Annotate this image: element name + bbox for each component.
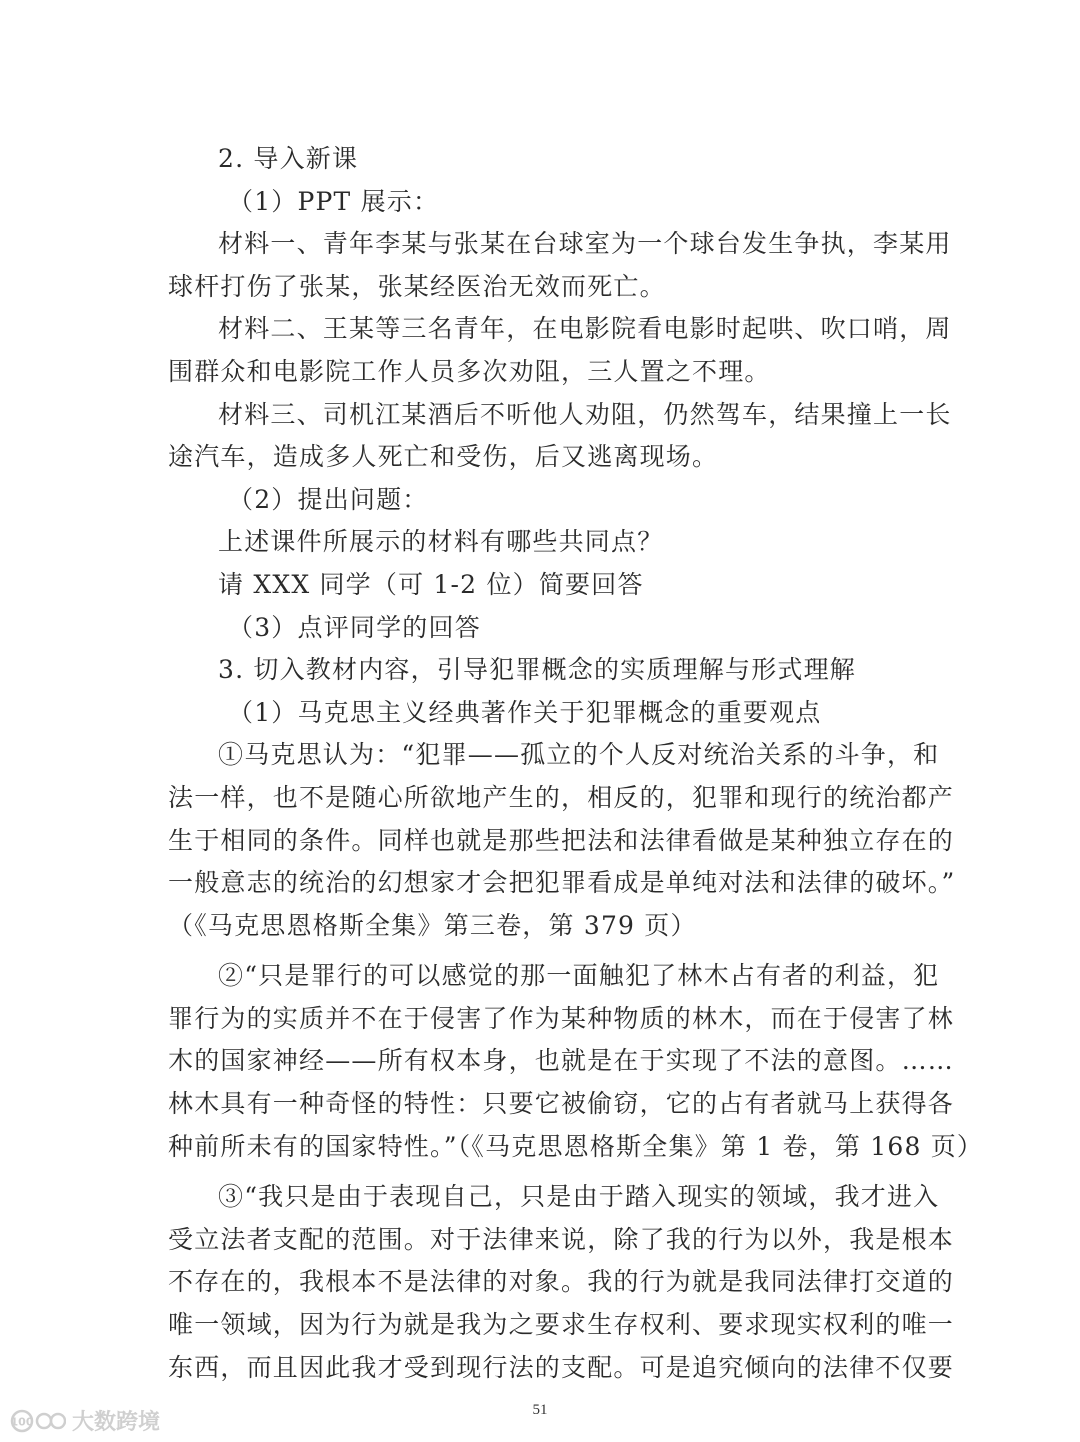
section-heading-import: 2. 导入新课: [218, 144, 359, 173]
subheading-comment: （3）点评同学的回答: [228, 612, 481, 642]
paragraph-line: ③“我只是由于表现自己，只是由于踏入现实的领域，我才进入: [218, 1182, 940, 1212]
paragraph-line: 东西，而且因此我才受到现行法的支配。可是追究倾向的法律不仅要: [168, 1352, 955, 1382]
watermark: [10, 1405, 160, 1436]
subheading-question: （2）提出问题：: [228, 484, 429, 514]
paragraph-line: 途汽车，造成多人死亡和受伤，后又逃离现场。: [168, 442, 719, 472]
paragraph-line: 围群众和电影院工作人员多次劝阻，三人置之不理。: [168, 356, 771, 386]
subheading-ppt: （1）PPT 展示：: [228, 186, 440, 216]
paragraph-line: 法一样，也不是随心所欲地产生的，相反的，犯罪和现行的统治都产: [168, 782, 955, 812]
citation-line: （《马克思恩格斯全集》第三卷，第 379 页）: [168, 910, 697, 940]
paragraph-line: 木的国家神经——所有权本身，也就是在于实现了不法的意图。……: [168, 1046, 955, 1076]
paragraph-line: ①马克思认为：“犯罪——孤立的个人反对统治关系的斗争，和: [218, 740, 940, 770]
paragraph-line: 请 XXX 同学（可 1-2 位）简要回答: [218, 569, 644, 599]
paragraph-line: 材料一、青年李某与张某在台球室为一个球台发生争执，李某用: [218, 229, 952, 259]
paragraph-line: 材料二、王某等三名青年，在电影院看电影时起哄、吹口哨，周: [218, 314, 952, 344]
paragraph-line: 一般意志的统治的幻想家才会把犯罪看成是单纯对法和法律的破坏。”: [168, 868, 956, 898]
paragraph-line: 球杆打伤了张某，张某经医治无效而死亡。: [168, 271, 666, 301]
body-text: [168, 138, 984, 1389]
paragraph-line: 不存在的，我根本不是法律的对象。我的行为就是我同法律打交道的: [168, 1267, 955, 1297]
subheading-marxism: （1）马克思主义经典著作关于犯罪概念的重要观点: [228, 697, 822, 727]
paragraph-line: 唯一领域，因为行为就是我为之要求生存权利、要求现实权利的唯一: [168, 1310, 955, 1340]
svg-text:100: 100: [10, 1415, 34, 1428]
paragraph-line: 材料三、司机江某酒后不听他人劝阻，仍然驾车，结果撞上一长: [218, 399, 952, 429]
paragraph-line: 上述课件所展示的材料有哪些共同点？: [218, 527, 664, 557]
paragraph-line: 生于相同的条件。同样也就是那些把法和法律看做是某种独立存在的: [168, 825, 955, 855]
page-number: 51: [532, 1402, 548, 1418]
paragraph-line: 罪行为的实质并不在于侵害了作为某种物质的林木，而在于侵害了林: [168, 1003, 955, 1033]
paragraph-line: ②“只是罪行的可以感觉的那一面触犯了林木占有者的利益，犯: [218, 961, 940, 991]
watermark-logo-icon: [10, 1406, 66, 1436]
section-heading-textbook: 3. 切入教材内容，引导犯罪概念的实质理解与形式理解: [218, 655, 857, 685]
watermark-text: 大数跨境: [72, 1410, 161, 1435]
paragraph-line: 受立法者支配的范围。对于法律来说，除了我的行为以外，我是根本: [168, 1224, 955, 1254]
paragraph-line: 种前所未有的国家特性。”（《马克思恩格斯全集》第 1 卷，第 168 页）: [168, 1131, 984, 1161]
paragraph-line: 林木具有一种奇怪的特性：只要它被偷窃，它的占有者就马上获得各: [168, 1089, 955, 1119]
